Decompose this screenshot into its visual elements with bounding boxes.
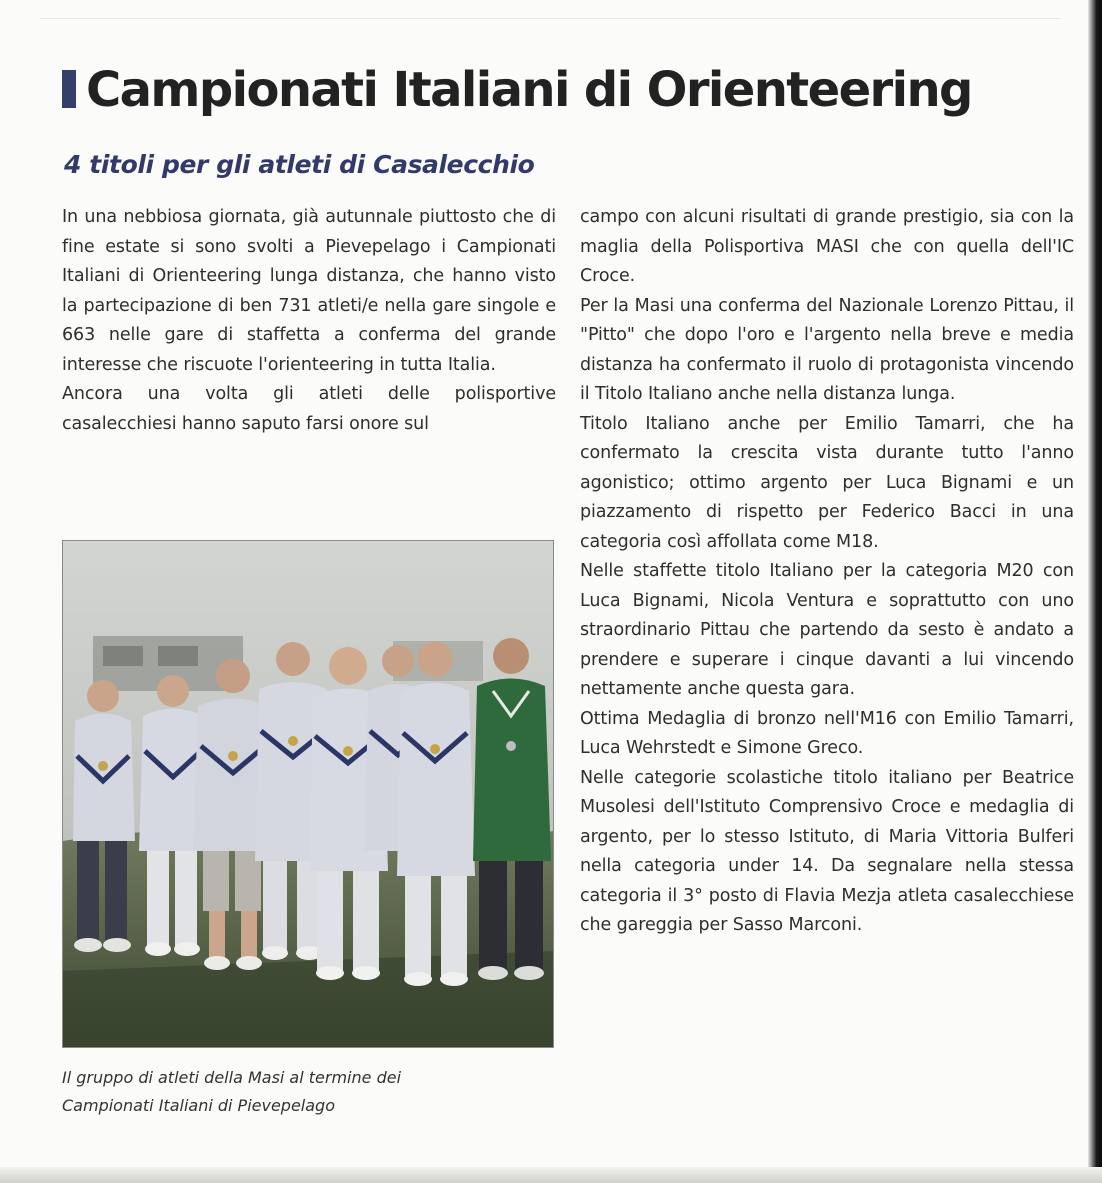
paragraph: Ancora una volta gli atleti delle polisportive casalecchiesi hanno saputo farsi onore sul: [62, 384, 556, 434]
article-title-text: Campionati Italiani di Orienteering: [86, 62, 972, 118]
photo-caption-line: Il gruppo di atleti della Masi al termine dei: [62, 1068, 402, 1087]
crop-line: [40, 18, 1060, 19]
team-photo: [62, 540, 554, 1048]
paragraph: In una nebbiosa giornata, già autunnale piuttosto che di fine estate si sono svolti a Pievepelago i Campionati Italiani di Orienteering lunga distanza, che hanno visto la partecipazione di ben 731 atleti/e nella gare singole e 663 nelle gare di staffetta a conferma del grande interesse che riscuote l'orienteering in tutta Italia.: [62, 207, 556, 375]
photo-caption-line: Campionati Italiani di Pievepelago: [62, 1096, 335, 1115]
paragraph: Titolo Italiano anche per Emilio Tamarri, che ha confermato la crescita vista durante tutto l'anno agonistico; ottimo argento per Luca Bignami e un piazzamento di rispetto per Federico Bacci in una categoria così affollata come M18.: [580, 413, 1074, 552]
article-column-left: [62, 203, 556, 439]
photo-caption: [62, 1064, 556, 1120]
paragraph: Nelle categorie scolastiche titolo italiano per Beatrice Musolesi dell'Istituto Comprensivo Croce e medaglia di argento, per lo stesso Istituto, di Maria Vittoria Bulferi nella categoria under 14. Da segnalare nella stessa categoria il 3° posto di Flavia Mezja atleta casalecchiese che gareggia per Sasso Marconi.: [580, 767, 1074, 935]
paragraph: Nelle staffette titolo Italiano per la categoria M20 con Luca Bignami, Nicola Ventura e soprattutto con uno straordinario Pittau che partendo da sesto è andato a prendere e superare i cinque davanti a lui vincendo nettamente anche questa gara.: [580, 561, 1074, 699]
article-title: [62, 58, 972, 122]
paragraph: campo con alcuni risultati di grande prestigio, sia con la maglia della Polisportiva MASI che con quella dell'IC Croce.: [580, 207, 1074, 286]
article-column-right: [580, 203, 1074, 941]
team-photo-illustration: [63, 541, 553, 1047]
paragraph: Per la Masi una conferma del Nazionale Lorenzo Pittau, il "Pitto" che dopo l'oro e l'argento nella breve e media distanza ha confermato il ruolo di protagonista vincendo il Titolo Italiano anche nella distanza lunga.: [580, 295, 1074, 404]
article-subtitle: 4 titoli per gli atleti di Casalecchio: [64, 150, 535, 179]
scan-edge-shadow: [1088, 0, 1102, 1183]
paragraph: Ottima Medaglia di bronzo nell'M16 con Emilio Tamarri, Luca Wehrstedt e Simone Greco.: [580, 708, 1074, 758]
title-marker-block: [62, 70, 76, 108]
scan-bottom-edge: [0, 1167, 1102, 1183]
